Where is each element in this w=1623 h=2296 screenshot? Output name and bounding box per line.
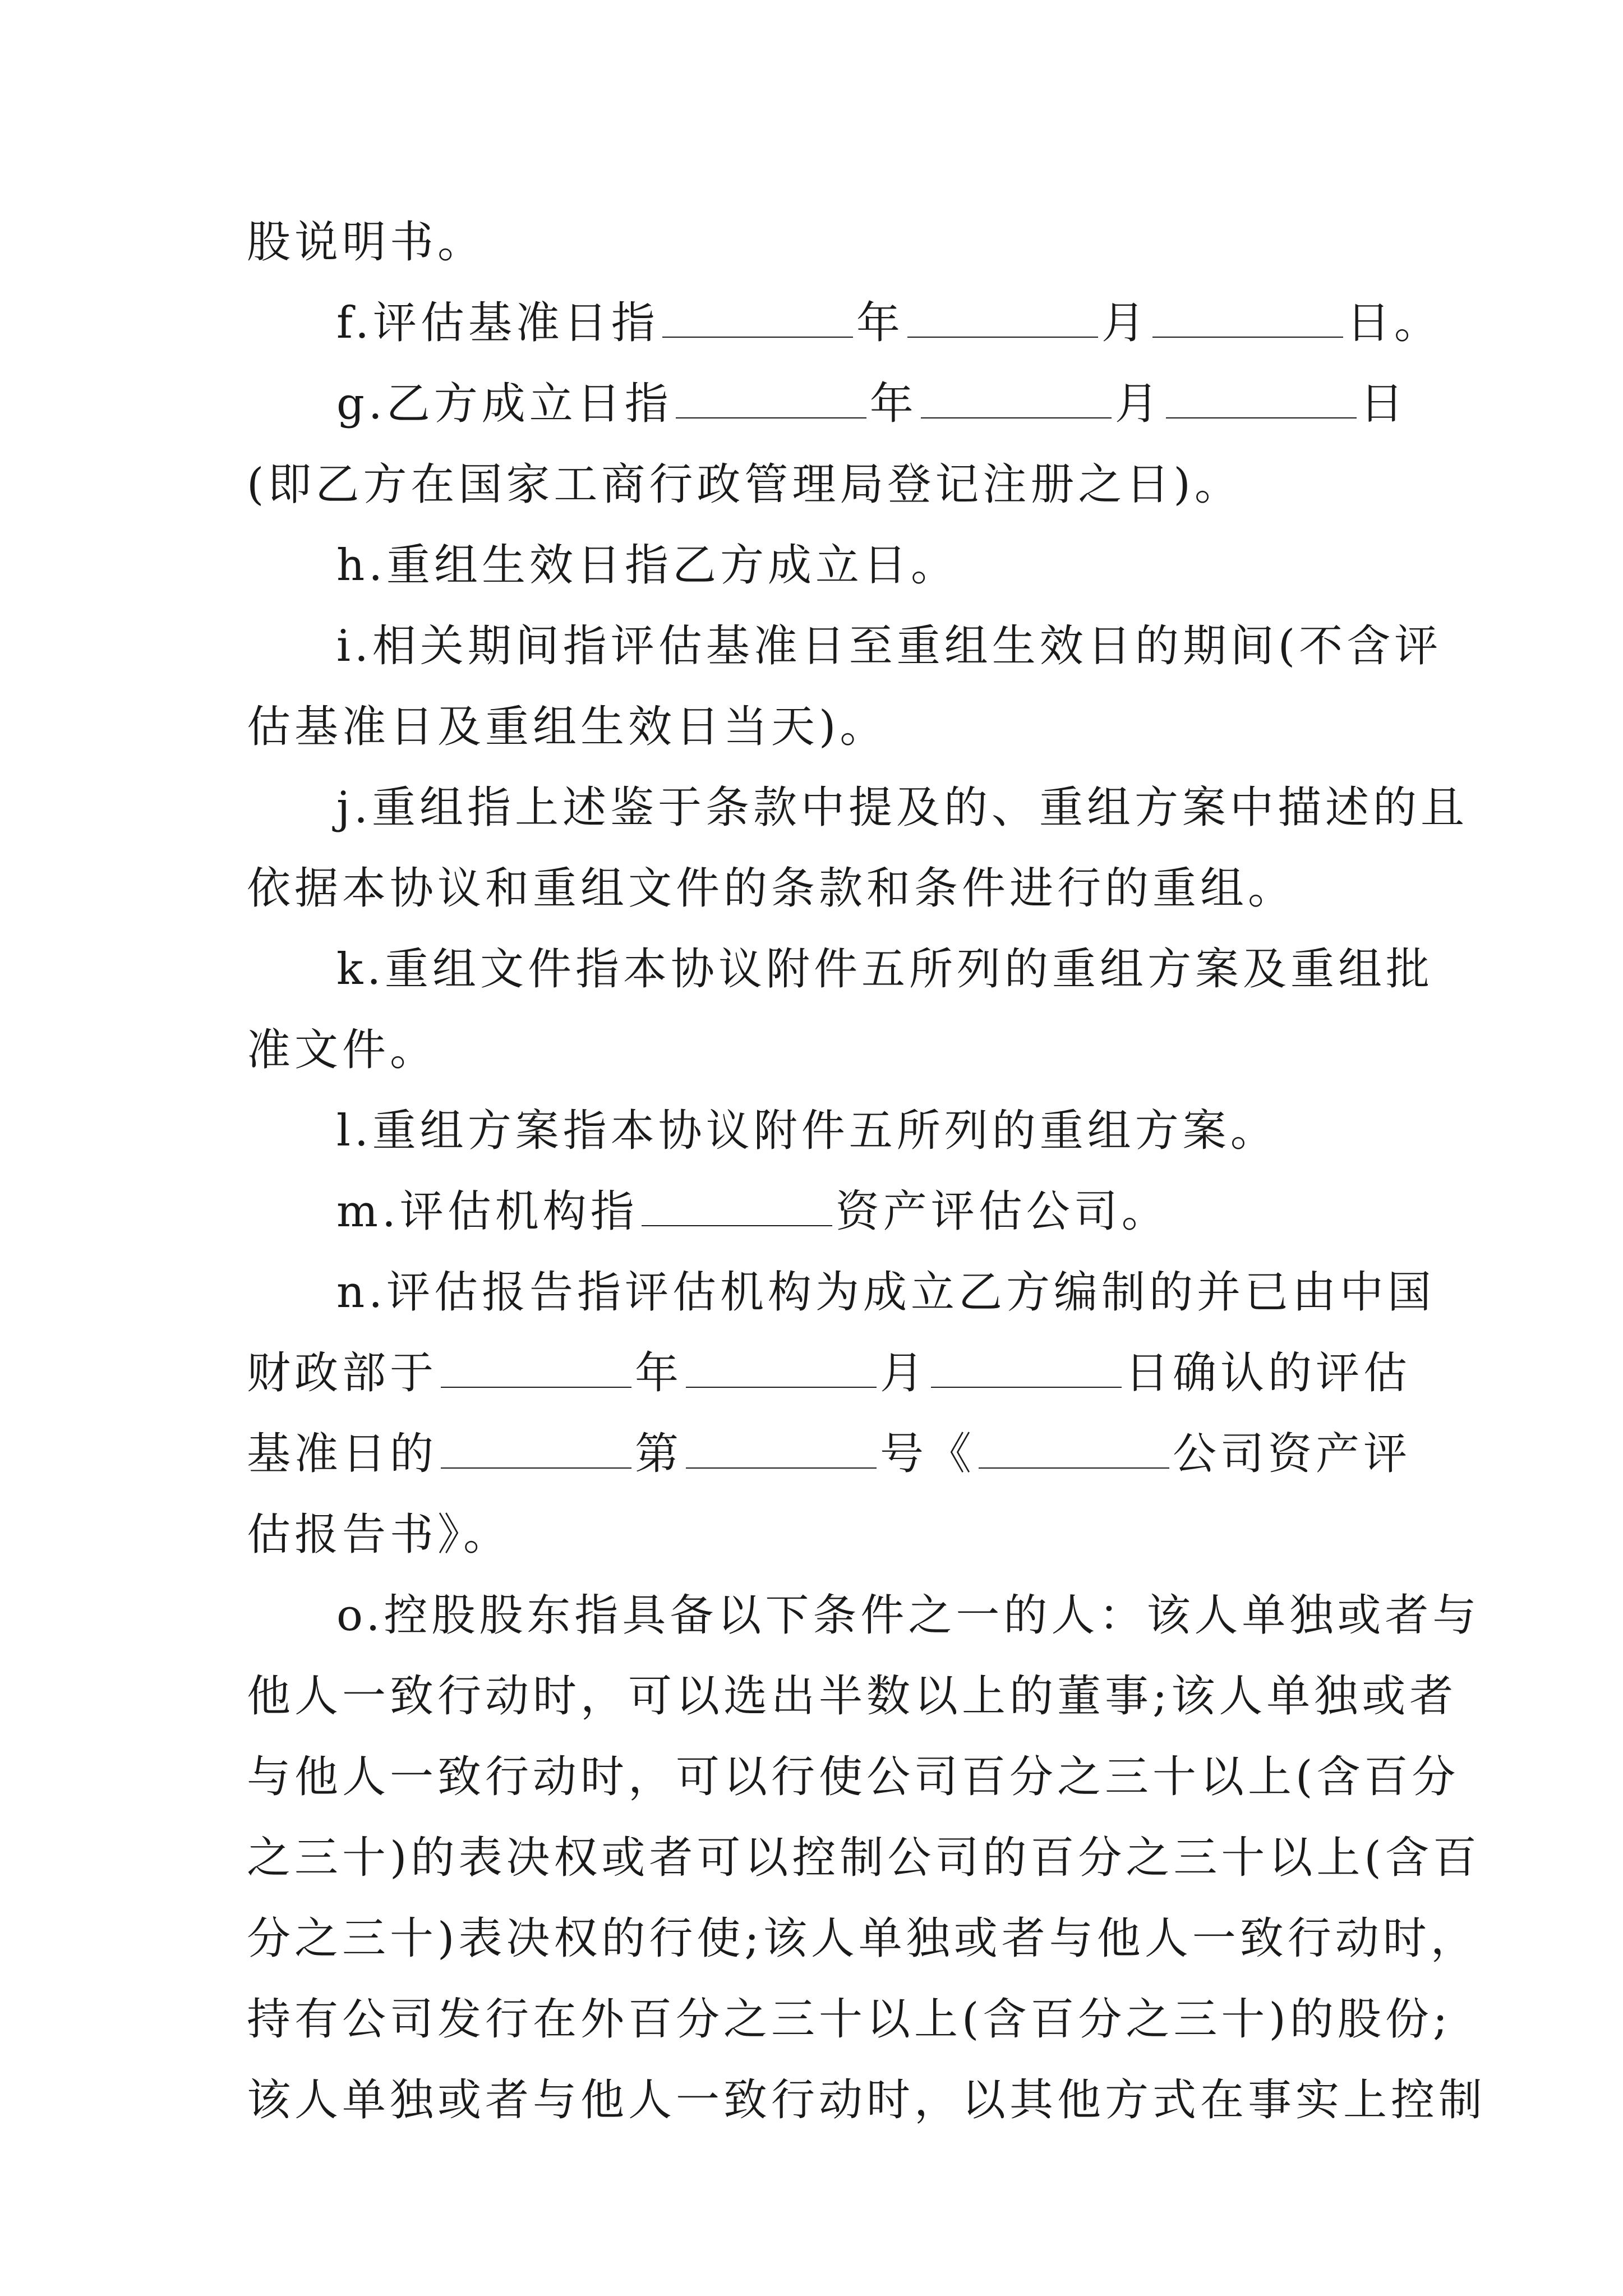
text-fragment: 号《 xyxy=(880,1429,976,1479)
text-line xyxy=(247,1414,1412,1494)
text-line: (即乙方在国家工商行政管理局登记注册之日)。 xyxy=(247,459,1242,510)
text-fragment: 日确认的评估 xyxy=(1125,1348,1412,1398)
definition-k: k.重组文件指本协议附件五所列的重组方案及重组批 xyxy=(336,944,1434,995)
definition-n: n.评估报告指评估机构为成立乙方编制的并已由中国 xyxy=(336,1267,1436,1318)
text-line: 股说明书。 xyxy=(247,217,486,268)
blank-field[interactable] xyxy=(931,1338,1122,1388)
text-line: 估报告书》。 xyxy=(247,1510,511,1560)
text-line: 持有公司发行在外百分之三十以上(含百分之三十)的股份; xyxy=(247,1994,1452,2045)
day-label: 日 xyxy=(1359,379,1408,429)
definition-g xyxy=(247,364,1408,444)
document-body xyxy=(247,202,1487,2141)
text-line: 与他人一致行动时，可以行使公司百分之三十以上(含百分 xyxy=(247,1752,1460,1802)
definition-o: o.控股股东指具备以下条件之一的人：该人单独或者与 xyxy=(336,1590,1481,1641)
blank-field[interactable] xyxy=(686,1338,877,1388)
blank-field[interactable] xyxy=(1166,369,1357,418)
text-line: 该人单独或者与他人一致行动时，以其他方式在事实上控制 xyxy=(247,2075,1487,2125)
definition-g-label: g.乙方成立日指 xyxy=(336,379,672,429)
text-line: 他人一致行动时，可以选出半数以上的董事;该人单独或者 xyxy=(247,1671,1458,1722)
blank-field[interactable] xyxy=(662,288,853,338)
year-label: 年 xyxy=(635,1348,683,1398)
month-label: 月 xyxy=(1114,379,1163,429)
definition-f xyxy=(247,283,1442,364)
blank-field[interactable] xyxy=(686,1419,877,1469)
definition-h: h.重组生效日指乙方成立日。 xyxy=(336,540,959,591)
day-label: 日。 xyxy=(1346,298,1442,348)
blank-field[interactable] xyxy=(1152,288,1343,338)
text-fragment: 财政部于 xyxy=(247,1348,438,1398)
definition-l: l.重组方案指本协议附件五所列的重组方案。 xyxy=(336,1106,1278,1156)
text-line: 之三十)的表决权或者可以控制公司的百分之三十以上(含百 xyxy=(247,1833,1481,1883)
blank-field[interactable] xyxy=(979,1419,1169,1469)
definition-f-label: f.评估基准日指 xyxy=(336,298,659,348)
text-line xyxy=(247,1333,1412,1414)
text-line: 准文件。 xyxy=(247,1025,438,1075)
year-label: 年 xyxy=(869,379,917,429)
text-fragment: 基准日的 xyxy=(247,1429,438,1479)
text-line: 估基准日及重组生效日当天)。 xyxy=(247,702,888,752)
month-label: 月 xyxy=(880,1348,928,1398)
definition-m xyxy=(247,1171,1380,1252)
month-label: 月 xyxy=(1101,298,1149,348)
blank-field[interactable] xyxy=(441,1338,631,1388)
text-line: 依据本协议和重组文件的条款和条件进行的重组。 xyxy=(247,863,1296,914)
definition-i: i.相关期间指评估基准日至重组生效日的期间(不含评 xyxy=(336,621,1442,671)
year-label: 年 xyxy=(856,298,904,348)
text-fragment: 第 xyxy=(635,1429,683,1479)
blank-field[interactable] xyxy=(676,369,866,418)
definition-j: j.重组指上述鉴于条款中提及的、重组方案中描述的且 xyxy=(336,783,1468,833)
blank-field[interactable] xyxy=(907,288,1098,338)
definition-m-label: m.评估机构指 xyxy=(336,1186,638,1237)
text-fragment: 公司资产评 xyxy=(1173,1429,1412,1479)
blank-field[interactable] xyxy=(642,1177,832,1226)
definition-m-suffix: 资产评估公司。 xyxy=(835,1186,1169,1237)
blank-field[interactable] xyxy=(441,1419,631,1469)
blank-field[interactable] xyxy=(921,369,1112,418)
text-line: 分之三十)表决权的行使;该人单独或者与他人一致行动时， xyxy=(247,1913,1478,1964)
